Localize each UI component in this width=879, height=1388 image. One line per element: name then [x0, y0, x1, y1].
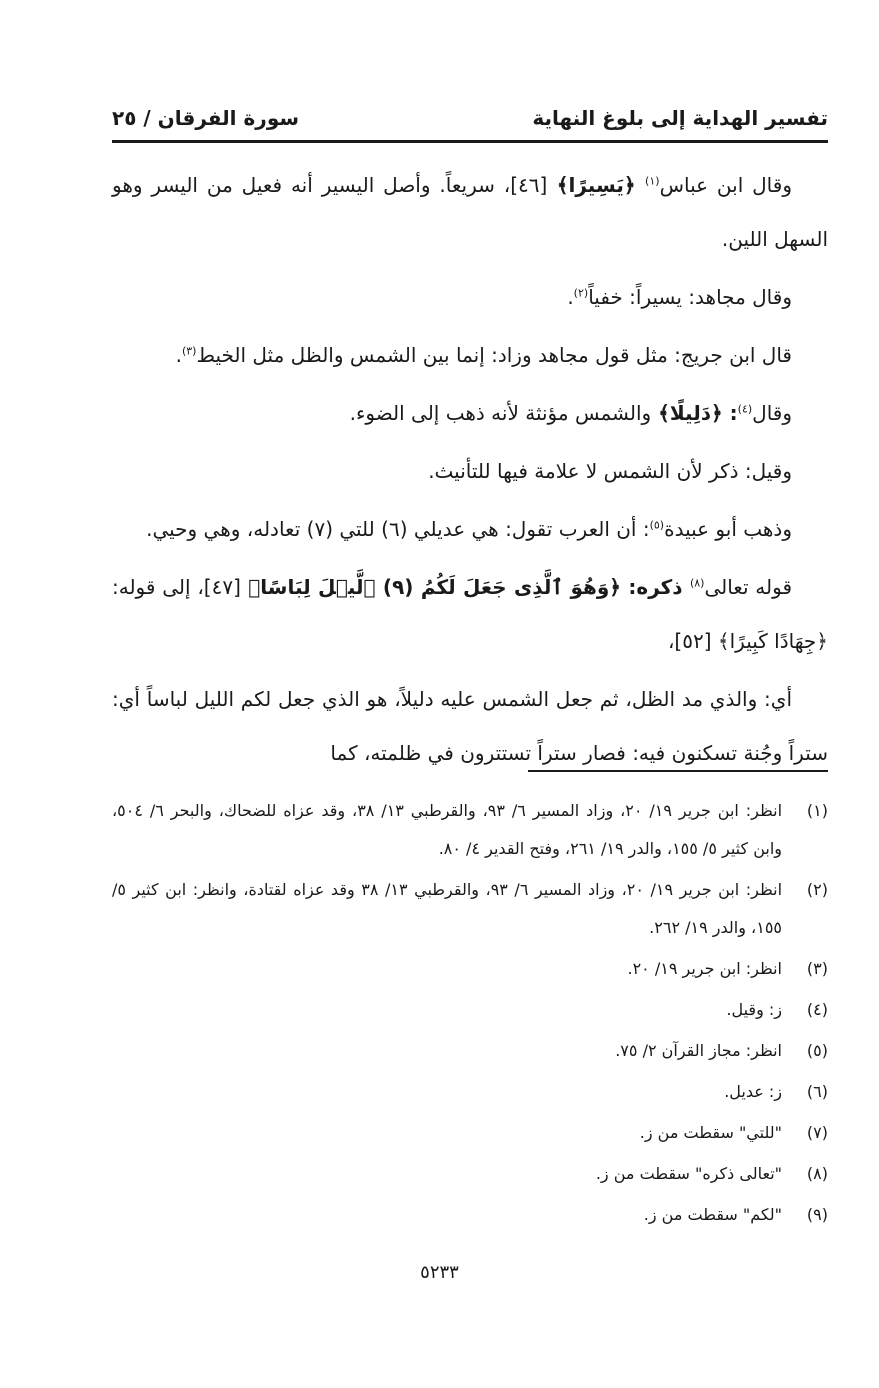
footnote-item — [112, 792, 828, 868]
footnote-marker: (٥) — [649, 518, 665, 532]
footnote-marker: (٤) — [737, 402, 753, 416]
footnote-number: (١) — [806, 801, 828, 820]
footnotes — [112, 792, 828, 1237]
quran-quote: : ﴿دَلِيلًا﴾ — [651, 401, 738, 425]
footnote-item — [112, 1032, 828, 1070]
footnote-item — [112, 1114, 828, 1152]
footnote-text: "لكم" سقطت من ز. — [643, 1205, 782, 1224]
footnote-divider — [528, 770, 828, 772]
footnote-number: (٢) — [806, 880, 828, 899]
footnote-number: (٥) — [806, 1041, 828, 1060]
footnote-marker: (٣) — [181, 344, 197, 358]
footnote-number: (٩) — [806, 1205, 828, 1224]
footnote-text: انظر: ابن جرير ١٩/ ٢٠، وزاد المسير ٦/ ٩٣، والقرطبي ١٣/ ٣٨ وقد عزاه لقتادة، وانظر: ابن كثير ٥/ ١٥٥، والدر ١٩/ ٢٦٢. — [112, 880, 783, 937]
paragraph: وذهب أبو عبيدة$^{(٥)}$: أن العرب تقول: هي عديلي (٦) للتي (٧) تعادله، وهي وحيي. — [146, 517, 792, 541]
footnote-item — [112, 1073, 828, 1111]
footnote-text: انظر: ابن جرير ١٩/ ٢٠. — [627, 959, 782, 978]
footnote-text: انظر: ابن جرير ١٩/ ٢٠، وزاد المسير ٦/ ٩٣، والقرطبي ١٣/ ٣٨، وقد عزاه للضحاك، والبحر ٦/ ٥٠٤، وابن كثير ٥/ ١٥٥، والدر ١٩/ ٢٦١، وفتح القدير ٤/ ٨٠. — [112, 801, 783, 858]
footnote-text: ز: عديل. — [724, 1082, 782, 1101]
footnote-text: "للتي" سقطت من ز. — [639, 1123, 782, 1142]
footnote-text: "تعالى ذكره" سقطت من ز. — [595, 1164, 782, 1183]
main-text — [112, 158, 828, 784]
footnote-marker: (٢) — [573, 286, 589, 300]
quran-quote: ﴿يَسِيرًا﴾ — [547, 173, 646, 197]
tafsir-paragraph: أي: والذي مد الظل، ثم جعل الشمس عليه دليلاً، هو الذي جعل لكم الليل لباساً أي: ستراً وجُنة تسكنون فيه: فصار ستراً تستترون في ظلمته، كما — [112, 687, 828, 765]
footnote-item — [112, 1196, 828, 1234]
book-title: تفسير الهداية إلى بلوغ النهاية — [532, 106, 828, 130]
footnote-number: (٦) — [806, 1082, 828, 1101]
paragraph: وقال$^{(٤)}$: ﴿دَلِيلًا﴾ والشمس مؤنثة لأنه ذهب إلى الضوء. — [349, 401, 792, 425]
footnote-marker: (٨) — [689, 576, 705, 590]
footnote-marker: (١) — [645, 174, 660, 188]
footnote-item — [112, 991, 828, 1029]
footnote-number: (٧) — [806, 1123, 828, 1142]
footnote-number: (٣) — [806, 959, 828, 978]
paragraph: وقال مجاهد: يسيراً: خفياً$^{(٢)}$. — [567, 285, 792, 309]
page-number: ٥٢٣٣ — [420, 1262, 459, 1283]
footnote-item — [112, 1155, 828, 1193]
footnote-item — [112, 871, 828, 947]
footnote-number: (٨) — [806, 1164, 828, 1183]
paragraph: قوله تعالى$^{(٨)}$ ذكره: ﴿وَهُوَ ٱلَّذِى جَعَلَ لَكُمُ (٩) ٱلَّيۡلَ لِبَاسًا﴾ [٤٧]، إلى قوله: ﴿جِهَادًا كَبِيرًا﴾ [٥٢]، — [112, 575, 828, 653]
paragraph: وقيل: ذكر لأن الشمس لا علامة فيها للتأنيث. — [428, 459, 792, 483]
footnote-text: انظر: مجاز القرآن ٢/ ٧٥. — [615, 1041, 782, 1060]
footnote-item — [112, 950, 828, 988]
quran-quote: ذكره: ﴿وَهُوَ ٱلَّذِى جَعَلَ لَكُمُ (٩) ٱلَّيۡلَ لِبَاسًا﴾ — [240, 575, 690, 599]
page-header — [112, 100, 828, 136]
paragraph: وقال ابن عباس$^{(١)}$ ﴿يَسِيرًا﴾ [٤٦]، سريعاً. وأصل اليسير أنه فعيل من اليسر وهو السهل اللين. — [112, 173, 828, 251]
footnote-text: ز: وقيل. — [726, 1000, 782, 1019]
paragraph: قال ابن جريج: مثل قول مجاهد وزاد: إنما بين الشمس والظل مثل الخيط$^{(٣)}$. — [175, 343, 792, 367]
footnote-number: (٤) — [806, 1000, 828, 1019]
surah-page-label: سورة الفرقان / ٢٥ — [112, 106, 300, 130]
header-divider — [112, 140, 828, 143]
